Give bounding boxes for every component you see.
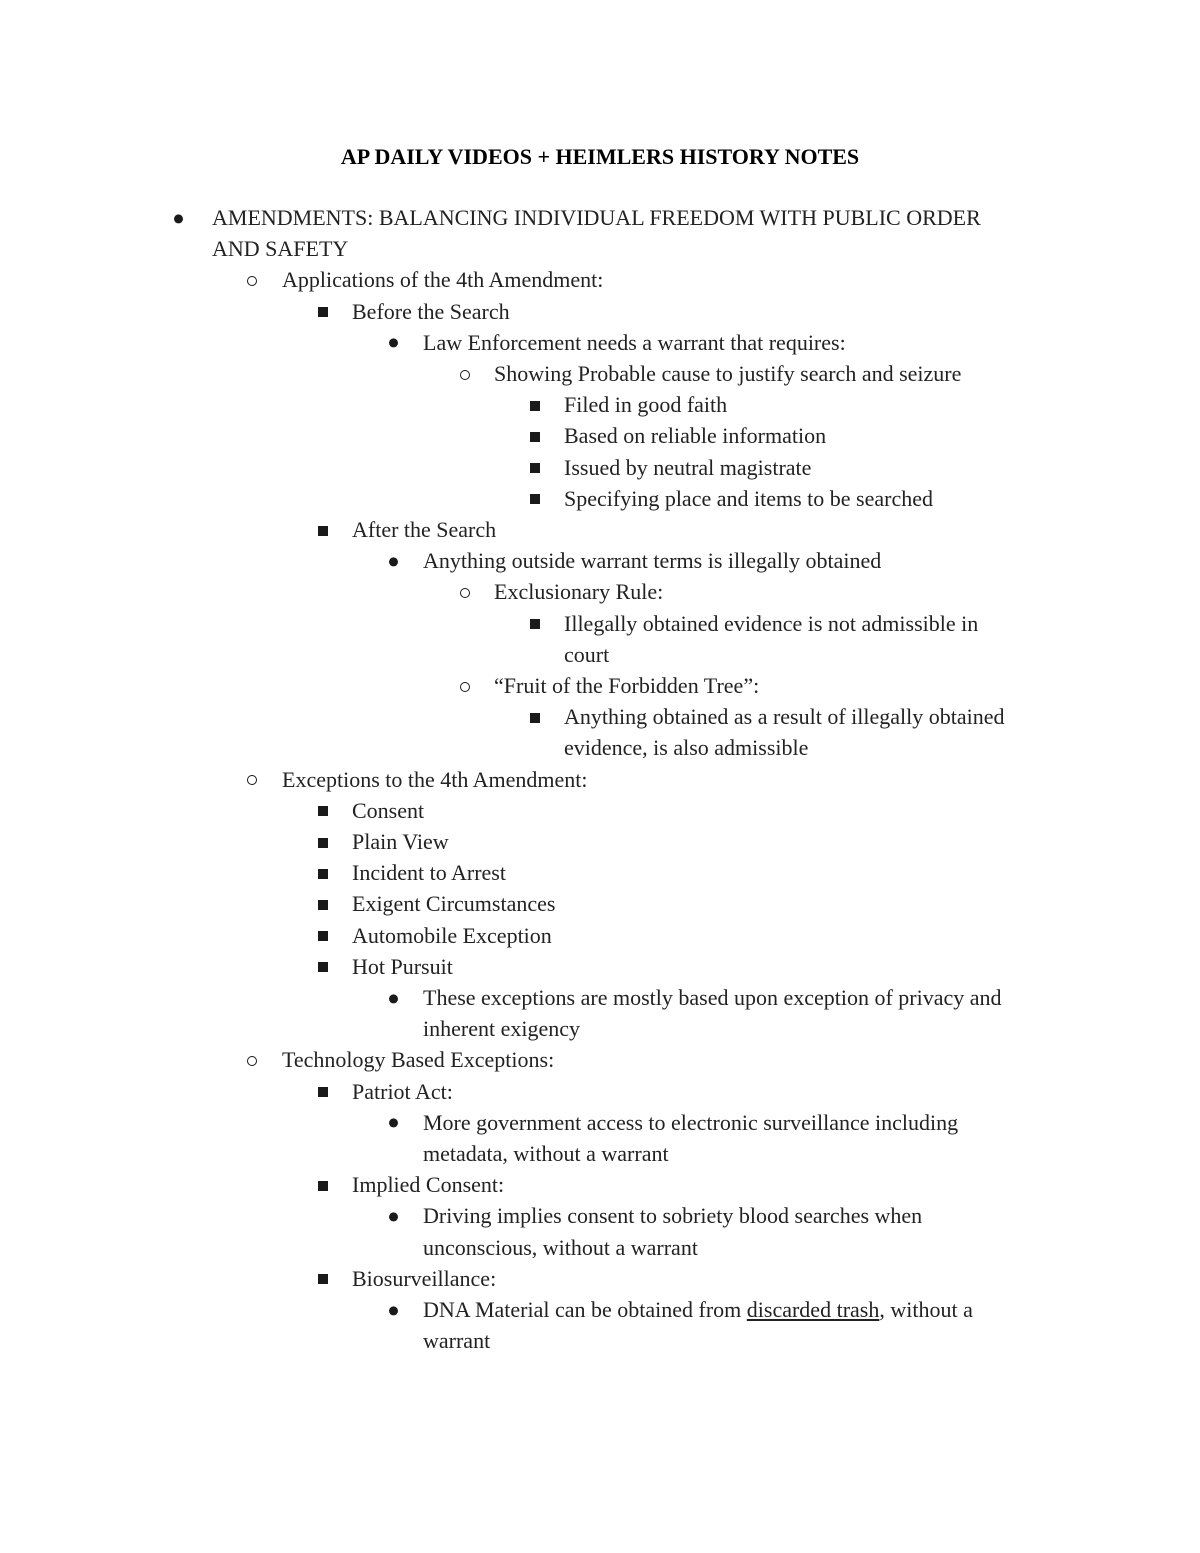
list-item-text: Before the Search (352, 298, 510, 324)
list-item (423, 1325, 490, 1356)
list-item-text: Hot Pursuit (352, 953, 453, 979)
square-bullet-icon (530, 619, 540, 629)
list-item (423, 1294, 973, 1325)
square-bullet-icon (318, 526, 328, 536)
square-bullet-icon (318, 931, 328, 941)
list-item (352, 826, 449, 857)
list-item (423, 1232, 698, 1263)
square-bullet-icon (318, 838, 328, 848)
list-item (564, 389, 727, 420)
list-item (282, 764, 588, 795)
list-item (423, 327, 846, 358)
list-item (282, 1044, 554, 1075)
list-item-text: Anything obtained as a result of illegally obtained (564, 704, 1005, 730)
list-item (564, 452, 811, 483)
list-item (423, 1200, 922, 1231)
list-item (212, 233, 348, 264)
list-item-text: More government access to electronic surveillance including (423, 1109, 959, 1135)
list-item (352, 514, 496, 545)
list-item-text: unconscious, without a warrant (423, 1234, 698, 1260)
disc-bullet-icon (389, 994, 398, 1003)
list-item (352, 1076, 453, 1107)
list-item-text-continued: , without a (879, 1297, 973, 1322)
square-bullet-icon (530, 713, 540, 723)
list-item (352, 920, 552, 951)
list-item (352, 795, 424, 826)
list-item-text: Incident to Arrest (352, 860, 506, 886)
list-item-text: Illegally obtained evidence is not admissible in (564, 610, 979, 636)
square-bullet-icon (318, 1181, 328, 1191)
circle-bullet-icon (460, 588, 470, 598)
square-bullet-icon (318, 1274, 328, 1284)
square-bullet-icon (530, 463, 540, 473)
underlined-text: discarded trash (746, 1297, 880, 1322)
list-item-text: Showing Probable cause to justify search and seizure (494, 361, 962, 386)
list-item-text: Exceptions to the 4th Amendment: (282, 766, 588, 792)
list-item-text: Anything outside warrant terms is illegally obtained (423, 548, 882, 574)
disc-bullet-icon (389, 339, 398, 348)
list-item-text: Exclusionary Rule: (494, 579, 664, 605)
circle-bullet-icon (460, 682, 470, 692)
list-item-text: Law Enforcement needs a warrant that requires: (423, 329, 846, 355)
list-item (352, 951, 453, 982)
list-item-text: Filed in good faith (564, 392, 728, 418)
list-item-text: Implied Consent: (352, 1172, 505, 1198)
square-bullet-icon (530, 432, 540, 442)
list-item (564, 732, 808, 763)
list-item-text: metadata, without a warrant (423, 1141, 669, 1166)
list-item (564, 420, 826, 451)
list-item (494, 670, 759, 701)
disc-bullet-icon (389, 557, 398, 566)
circle-bullet-icon (247, 775, 257, 785)
page-title: AP DAILY VIDEOS + HEIMLERS HISTORY NOTES (340, 144, 860, 169)
list-item (423, 1107, 958, 1138)
list-item-text: DNA Material can be obtained from (423, 1297, 747, 1322)
list-item-text: Driving implies consent to sobriety blood searches when (423, 1203, 923, 1229)
list-item-text: court (564, 641, 610, 667)
list-item-text: These exceptions are mostly based upon exception of privacy and (423, 985, 1002, 1010)
list-item (423, 545, 881, 576)
list-item-text: Issued by neutral magistrate (564, 454, 812, 480)
square-bullet-icon (318, 307, 328, 317)
square-bullet-icon (530, 401, 540, 411)
list-item-text: Applications of the 4th Amendment: (282, 267, 604, 293)
list-item (352, 888, 555, 919)
disc-bullet-icon (389, 1212, 398, 1221)
square-bullet-icon (530, 494, 540, 504)
list-item (423, 982, 1002, 1013)
list-item (352, 1263, 496, 1294)
square-bullet-icon (318, 806, 328, 816)
list-item (352, 296, 510, 327)
list-item-text: evidence, is also admissible (564, 735, 809, 761)
list-item-text: Technology Based Exceptions: (282, 1047, 555, 1073)
list-item-text: “Fruit of the Forbidden Tree”: (494, 673, 760, 698)
list-item (564, 608, 978, 639)
disc-bullet-icon (389, 1119, 398, 1128)
list-item (494, 576, 663, 607)
list-item (352, 857, 506, 888)
list-item (564, 483, 933, 514)
list-item-text: inherent exigency (423, 1016, 580, 1042)
list-item-text: AMENDMENTS: BALANCING INDIVIDUAL FREEDOM WITH PUBLIC ORDER (212, 205, 981, 230)
square-bullet-icon (318, 869, 328, 879)
list-item (423, 1138, 669, 1169)
list-item (212, 202, 981, 233)
list-item-text: Consent (352, 797, 425, 823)
disc-bullet-icon (389, 1306, 398, 1315)
disc-bullet-icon (174, 214, 183, 223)
list-item (282, 264, 603, 295)
list-item (423, 1013, 580, 1044)
circle-bullet-icon (460, 370, 470, 380)
list-item (352, 1169, 504, 1200)
list-item-text: Patriot Act: (352, 1078, 453, 1104)
list-item (494, 358, 961, 389)
list-item-text: Based on reliable information (564, 423, 827, 449)
list-item (564, 701, 1005, 732)
list-item-text: Specifying place and items to be searched (564, 485, 933, 511)
square-bullet-icon (318, 962, 328, 972)
list-item-text: Exigent Circumstances (352, 891, 556, 917)
list-item-text: warrant (423, 1328, 491, 1354)
circle-bullet-icon (247, 1056, 257, 1066)
list-item (564, 639, 609, 670)
circle-bullet-icon (247, 276, 257, 286)
square-bullet-icon (318, 900, 328, 910)
list-item-text: AND SAFETY (212, 236, 349, 262)
list-item-text: Plain View (352, 829, 449, 854)
list-item-text: After the Search (352, 517, 497, 542)
list-item-text: Biosurveillance: (352, 1265, 497, 1291)
list-item-text: Automobile Exception (352, 922, 552, 948)
square-bullet-icon (318, 1087, 328, 1097)
